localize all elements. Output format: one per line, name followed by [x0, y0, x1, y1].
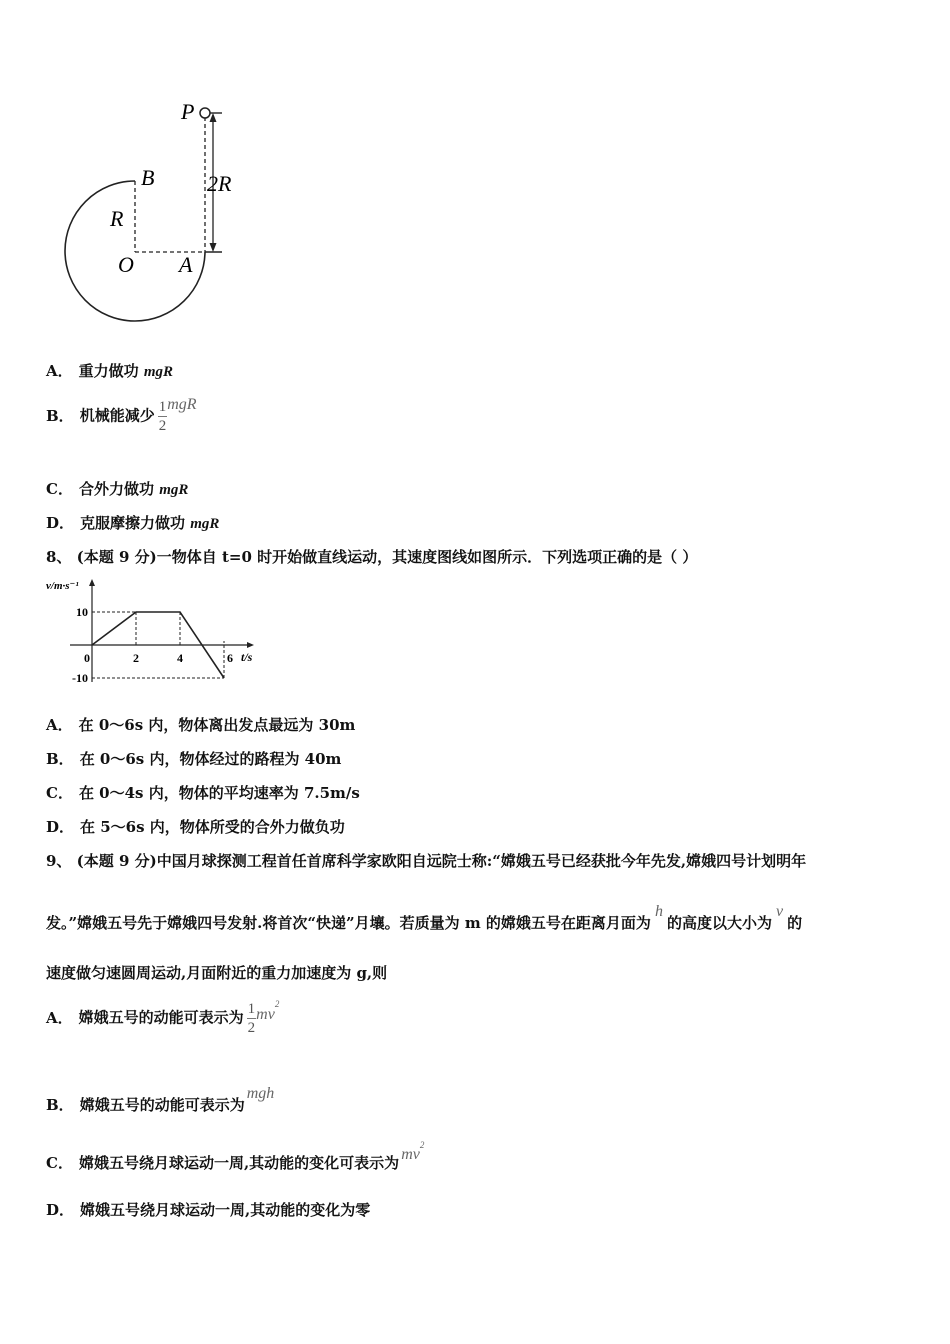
y-axis-arrow	[89, 579, 95, 586]
x-tick-label: 4	[177, 651, 183, 665]
label-a: A	[179, 252, 193, 277]
y-tick-label: 10	[76, 605, 88, 619]
label-b: B	[141, 165, 155, 190]
x-tick-label: 6	[227, 651, 233, 665]
chart-xlabel: t/s	[241, 650, 253, 664]
height-arrow-down	[210, 243, 217, 252]
chart-ylabel: v/m·s⁻¹	[46, 580, 79, 592]
q8-stem: 8、 (本题 9 分)一物体自 t=0 时开始做直线运动，其速度图线如图所示．下列选项正确的是（ ）	[46, 548, 698, 566]
math-expression: mv	[401, 1146, 420, 1163]
symbol-v: v	[775, 903, 784, 920]
math-expression: mgR	[190, 516, 220, 532]
math-exponent: 2	[419, 1140, 425, 1150]
math-expression: mgR	[159, 482, 189, 498]
math-expression: mgh	[246, 1085, 275, 1102]
label-o: O	[118, 252, 134, 277]
q8-option-b: B． 在 0～6s 内，物体经过的路程为 40m	[46, 750, 342, 768]
q9-option-d: D． 嫦娥五号绕月球运动一周,其动能的变化为零	[46, 1201, 371, 1219]
velocity-time-chart	[44, 575, 274, 690]
q7-option-b: B． 机械能减少 $\frac{1}{2}$ mgR	[46, 395, 197, 434]
label-p: P	[181, 99, 195, 124]
y-tick-label: -10	[72, 671, 88, 685]
fraction-half: $\frac{1}{2}$	[158, 399, 167, 434]
label-2r: 2R	[207, 171, 232, 196]
math-expression: mv	[256, 1005, 275, 1023]
q7-option-d: D． 克服摩擦力做功 mgR	[46, 514, 220, 532]
math-exponent: 2	[274, 998, 280, 1009]
q9-option-a: A． 嫦娥五号的动能可表示为 $\frac{1}{2}$ $mv^2$	[46, 998, 280, 1036]
circular-track-figure	[55, 95, 255, 335]
point-p-marker	[200, 108, 210, 118]
x-axis-arrow	[247, 642, 254, 648]
q9-stem-line3: 速度做匀速圆周运动,月面附近的重力加速度为 g,则	[46, 964, 388, 982]
q8-option-c: C． 在 0～4s 内，物体的平均速率为 7.5m/s	[46, 784, 360, 802]
label-r: R	[110, 206, 124, 231]
q9-stem-line2: 发。”嫦娥五号先于嫦娥四号发射.将首次“快递”月壤。若质量为 m 的嫦娥五号在距离月面为h的高度以大小为v的	[46, 903, 803, 932]
math-expression: mgR	[143, 364, 174, 380]
q9-stem-line1: 9、 (本题 9 分)中国月球探测工程首任首席科学家欧阳自远院士称:“嫦娥五号已经获批今年先发,嫦娥四号计划明年	[46, 852, 807, 870]
symbol-h: h	[654, 903, 663, 920]
q7-option-a: A． 重力做功 mgR	[46, 362, 174, 380]
q8-option-d: D． 在 5～6s 内，物体所受的合外力做负功	[46, 818, 345, 836]
x-tick-label: 2	[133, 651, 139, 665]
fraction-half: $\frac{1}{2}$	[247, 1001, 256, 1036]
x-tick-label: 0	[84, 651, 90, 665]
q9-option-b: B． 嫦娥五号的动能可表示为mgh	[46, 1085, 275, 1114]
q9-option-c: C． 嫦娥五号绕月球运动一周,其动能的变化可表示为 $mv^2$	[46, 1140, 425, 1172]
q8-option-a: A． 在 0～6s 内，物体离出发点最远为 30m	[46, 716, 356, 734]
math-expression: mgR	[167, 395, 197, 413]
q7-option-c: C． 合外力做功 mgR	[46, 480, 189, 498]
